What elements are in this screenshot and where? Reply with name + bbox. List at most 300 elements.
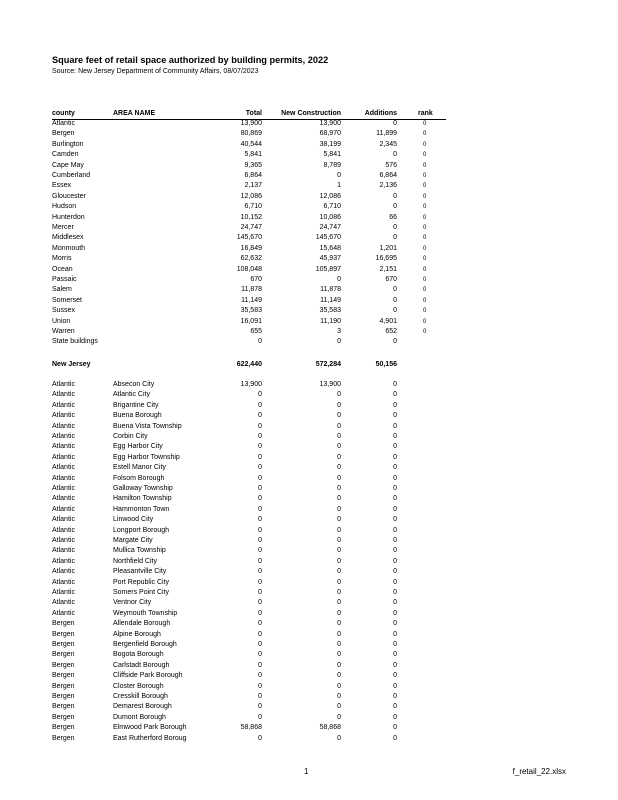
county-cell: Ocean [52, 265, 73, 273]
new-construction-cell: 15,648 [319, 244, 341, 252]
additions-cell: 2,151 [379, 265, 397, 273]
additions-cell: 0 [393, 381, 397, 388]
county-cell: Somerset [52, 296, 82, 304]
total-cell: 6,864 [244, 172, 262, 179]
total-cell: 0 [258, 547, 262, 555]
additions-cell: 0 [393, 474, 397, 482]
total-cell: 108,048 [236, 265, 262, 273]
county-cell: Bergen [52, 672, 75, 680]
table-row [0, 432, 618, 442]
table-row [0, 609, 618, 619]
total-cell: 0 [258, 651, 262, 659]
new-construction-cell: 105,897 [315, 265, 341, 273]
additions-cell: 0 [393, 296, 397, 304]
additions-cell: 652 [385, 328, 397, 335]
new-construction-cell: 3 [337, 328, 341, 335]
area-name-cell: Cresskill Borough [113, 693, 168, 700]
area-name-cell: Closter Borough [113, 682, 164, 690]
table-row [0, 317, 618, 327]
rank-cell: 0 [423, 214, 427, 221]
additions-cell: 0 [393, 703, 397, 711]
table-row [0, 453, 618, 463]
header-area-name: AREA NAME [113, 110, 156, 117]
total-cell: 13,900 [240, 120, 262, 127]
total-cell: 0 [258, 391, 262, 399]
additions-cell: 0 [393, 578, 397, 586]
additions-cell: 0 [393, 557, 397, 565]
total-cell: 0 [258, 474, 262, 482]
new-construction-cell: 0 [337, 485, 341, 492]
additions-cell: 11,899 [376, 130, 397, 138]
new-construction-cell: 0 [337, 599, 341, 607]
county-cell: Atlantic [52, 464, 75, 472]
additions-cell: 0 [393, 286, 397, 294]
area-name-cell: Hamilton Township [113, 495, 172, 503]
new-construction-cell: 0 [337, 526, 341, 534]
table-row [0, 380, 618, 390]
area-name-cell: Cliffside Park Borough [113, 672, 183, 680]
new-construction-cell: 11,190 [320, 317, 341, 325]
additions-cell: 0 [393, 651, 397, 659]
table-row [0, 129, 618, 139]
new-construction-cell: 0 [337, 516, 341, 524]
additions-cell: 0 [393, 401, 397, 409]
table-row [0, 401, 618, 411]
rank-cell: 0 [423, 141, 427, 148]
table-row [0, 661, 618, 671]
county-cell: Cumberland [52, 172, 91, 179]
table-row [0, 223, 618, 233]
header-rank: rank [418, 110, 433, 117]
additions-cell: 0 [393, 537, 397, 544]
table-row [0, 411, 618, 421]
table-row [0, 327, 618, 337]
total-cell: 0 [258, 537, 262, 544]
new-construction-cell: 0 [337, 672, 341, 680]
table-row [0, 505, 618, 515]
header-total: Total [245, 110, 262, 117]
county-cell: Atlantic [52, 609, 75, 617]
county-cell: Atlantic [52, 453, 75, 461]
total-cell: 0 [258, 713, 262, 721]
additions-cell: 0 [393, 568, 397, 576]
table-row [0, 474, 618, 484]
new-construction-cell: 0 [337, 464, 341, 472]
additions-cell: 0 [393, 422, 397, 430]
table-row [0, 619, 618, 629]
county-cell: Atlantic [52, 568, 75, 576]
county-cell: Atlantic [52, 495, 75, 503]
area-name-cell: Elmwood Park Borough [113, 724, 187, 732]
total-cell: 0 [258, 412, 262, 420]
additions-cell: 0 [393, 682, 397, 690]
total-cell: 670 [250, 276, 262, 283]
table-row [0, 150, 618, 160]
county-cell: Passaic [52, 276, 77, 283]
additions-cell: 0 [393, 693, 397, 700]
additions-cell: 2,345 [379, 140, 397, 148]
area-name-cell: Corbin City [113, 433, 148, 440]
total-cell: 0 [258, 620, 262, 628]
additions-cell: 0 [393, 338, 397, 346]
table-row [0, 671, 618, 681]
county-cell: Atlantic [52, 422, 75, 430]
additions-cell: 0 [393, 620, 397, 628]
new-construction-cell: 0 [337, 547, 341, 555]
county-cell: Atlantic [52, 526, 75, 534]
new-construction-cell: 0 [337, 651, 341, 659]
county-cell: Atlantic [52, 474, 75, 482]
county-cell: Atlantic [52, 537, 75, 544]
new-construction-cell: 5,841 [323, 151, 341, 159]
new-construction-cell: 0 [337, 433, 341, 440]
county-cell: Bergen [52, 641, 75, 648]
additions-cell: 16,695 [375, 255, 397, 263]
county-cell: Atlantic [52, 401, 75, 409]
additions-cell: 6,864 [379, 172, 397, 179]
area-name-cell: Linwood City [113, 516, 154, 524]
additions-cell: 0 [393, 224, 397, 231]
total-cell: 12,086 [240, 192, 262, 200]
additions-cell: 0 [393, 505, 397, 513]
total-cell: 0 [258, 443, 262, 451]
area-name-cell: Estell Manor City [113, 464, 166, 472]
total-cell: 0 [258, 557, 262, 565]
additions-cell: 0 [393, 661, 397, 669]
total-label: New Jersey [52, 361, 91, 368]
new-construction-cell: 0 [337, 391, 341, 399]
rank-cell: 0 [423, 131, 427, 138]
county-cell: Bergen [52, 651, 75, 659]
table-row [0, 265, 618, 275]
county-cell: Essex [52, 182, 72, 190]
area-name-cell: Somers Point City [113, 589, 170, 596]
table-row [0, 233, 618, 243]
rank-cell: 0 [423, 152, 427, 159]
additions-cell: 670 [385, 276, 397, 283]
area-name-cell: Buena Vista Township [113, 422, 182, 430]
county-cell: Atlantic [52, 412, 75, 420]
county-cell: Burlington [52, 140, 84, 148]
total-cell: 0 [258, 338, 262, 346]
area-name-cell: East Rutherford Boroug [113, 734, 187, 742]
table-row [0, 567, 618, 577]
total-cell: 0 [258, 693, 262, 700]
table-row [0, 484, 618, 494]
new-construction-cell: 0 [337, 620, 341, 628]
table-row [0, 557, 618, 567]
new-construction-cell: 0 [337, 412, 341, 420]
county-cell: Cape May [52, 161, 84, 169]
new-construction-cell: 11,149 [320, 296, 341, 304]
total-cell: 0 [258, 401, 262, 409]
total-cell: 0 [258, 464, 262, 472]
rank-cell: 0 [423, 266, 427, 273]
new-construction-cell: 6,710 [323, 203, 341, 211]
new-construction-cell: 0 [337, 401, 341, 409]
total-cell: 11,149 [241, 296, 262, 304]
county-cell: Bergen [52, 703, 75, 711]
total-cell: 16,849 [240, 244, 262, 252]
new-construction-cell: 0 [337, 734, 341, 742]
new-construction-cell: 0 [337, 474, 341, 482]
table-row [0, 140, 618, 150]
table-row [0, 692, 618, 702]
table-row [0, 598, 618, 608]
new-construction-cell: 145,670 [315, 234, 341, 242]
rank-cell: 0 [423, 256, 427, 263]
total-cell: 0 [258, 641, 262, 648]
new-construction-cell: 0 [337, 453, 341, 461]
new-construction-cell: 10,086 [319, 213, 341, 221]
additions-cell: 0 [393, 391, 397, 399]
table-row [0, 723, 618, 733]
total-cell: 58,868 [240, 724, 262, 732]
table-row [0, 244, 618, 254]
table-row [0, 640, 618, 650]
total-cell: 40,544 [240, 140, 262, 148]
new-construction-cell: 13,900 [319, 120, 341, 127]
rank-cell: 0 [423, 287, 427, 294]
area-name-cell: Absecon City [113, 381, 155, 388]
additions-cell: 0 [393, 203, 397, 211]
table-row [0, 161, 618, 171]
county-cell: Sussex [52, 307, 75, 315]
county-cell: Hunterdon [52, 213, 85, 221]
table-row [0, 171, 618, 181]
additions-cell: 0 [393, 630, 397, 638]
total-cell: 655 [250, 328, 262, 335]
new-construction-cell: 13,900 [319, 381, 341, 388]
new-construction-cell: 1 [337, 182, 341, 190]
area-name-cell: Ventnor City [113, 599, 152, 607]
new-construction-cell: 0 [337, 630, 341, 638]
additions-cell: 0 [393, 495, 397, 503]
county-cell: State buildings [52, 338, 98, 346]
rank-cell: 0 [423, 173, 427, 179]
table-row [0, 546, 618, 556]
total-cell: 0 [258, 672, 262, 680]
header-new-construction: New Construction [281, 110, 341, 117]
additions-cell: 0 [393, 433, 397, 440]
additions-cell: 0 [393, 724, 397, 732]
header-county: county [52, 110, 75, 117]
new-construction-cell: 0 [337, 505, 341, 513]
additions-cell: 0 [393, 485, 397, 492]
rank-cell: 0 [423, 204, 427, 211]
table-row [0, 202, 618, 212]
county-cell: Bergen [52, 130, 75, 138]
county-cell: Atlantic [52, 391, 75, 399]
total-cell: 6,710 [244, 203, 262, 211]
table-row [0, 734, 618, 744]
county-cell: Warren [52, 328, 75, 335]
table-row [0, 275, 618, 285]
additions-cell: 0 [393, 672, 397, 680]
total-cell: 16,091 [240, 317, 262, 325]
table-row [0, 254, 618, 264]
county-cell: Morris [52, 255, 72, 263]
table-row [0, 650, 618, 660]
total-cell: 145,670 [236, 234, 262, 242]
additions-cell: 0 [393, 151, 397, 159]
area-name-cell: Brigantine City [113, 401, 159, 409]
county-cell: Atlantic [52, 557, 75, 565]
additions-cell: 0 [393, 609, 397, 617]
table-row [0, 463, 618, 473]
additions-cell: 0 [393, 599, 397, 607]
total-new-construction: 572,284 [315, 361, 341, 368]
additions-cell: 0 [393, 734, 397, 742]
new-construction-cell: 8,789 [323, 161, 341, 169]
source-note: Source: New Jersey Department of Community Affairs, 08/07/2023 [52, 68, 259, 75]
area-name-cell: Allendale Borough [113, 620, 171, 628]
area-name-cell: Egg Harbor City [113, 443, 163, 451]
new-construction-cell: 38,199 [319, 140, 341, 148]
rank-cell: 0 [423, 308, 427, 315]
additions-cell: 0 [393, 234, 397, 242]
table-row [0, 630, 618, 640]
table-row [0, 285, 618, 295]
rank-cell: 0 [423, 329, 427, 335]
rank-cell: 0 [423, 162, 427, 169]
county-cell: Bergen [52, 661, 75, 669]
total-cell: 0 [258, 630, 262, 638]
total-cell: 0 [258, 526, 262, 534]
new-construction-cell: 0 [337, 641, 341, 648]
county-cell: Bergen [52, 682, 75, 690]
total-cell: 0 [258, 609, 262, 617]
county-cell: Bergen [52, 693, 75, 700]
rank-cell: 0 [423, 121, 427, 127]
county-cell: Atlantic [52, 516, 75, 524]
rank-cell: 0 [423, 297, 427, 304]
county-cell: Salem [52, 286, 72, 294]
total-cell: 11,878 [241, 286, 262, 294]
additions-cell: 0 [393, 589, 397, 596]
new-construction-cell: 0 [337, 537, 341, 544]
new-construction-cell: 58,868 [319, 724, 341, 732]
table-row [0, 213, 618, 223]
additions-cell: 66 [389, 213, 397, 221]
total-cell: 0 [258, 505, 262, 513]
total-cell: 0 [258, 495, 262, 503]
new-construction-cell: 0 [337, 609, 341, 617]
total-cell: 24,747 [240, 224, 262, 231]
total-cell: 35,583 [240, 307, 262, 315]
additions-cell: 0 [393, 307, 397, 315]
county-cell: Atlantic [52, 120, 75, 127]
additions-cell: 0 [393, 641, 397, 648]
county-cell: Bergen [52, 734, 75, 742]
table-row [0, 192, 618, 202]
table-row [0, 713, 618, 723]
county-cell: Atlantic [52, 505, 75, 513]
new-construction-cell: 0 [337, 557, 341, 565]
rank-cell: 0 [423, 183, 427, 190]
total-value: 622,440 [236, 361, 262, 368]
new-construction-cell: 0 [337, 703, 341, 711]
new-construction-cell: 0 [337, 661, 341, 669]
county-cell: Camden [52, 151, 79, 159]
additions-cell: 0 [393, 412, 397, 420]
total-cell: 0 [258, 589, 262, 596]
area-name-cell: Northfield City [113, 557, 157, 565]
table-row [0, 296, 618, 306]
area-name-cell: Atlantic City [113, 391, 150, 399]
table-row [0, 578, 618, 588]
area-name-cell: Demarest Borough [113, 703, 172, 711]
area-name-cell: Bergenfield Borough [113, 641, 177, 648]
table-row [0, 702, 618, 712]
additions-cell: 4,901 [379, 317, 397, 325]
new-construction-cell: 35,583 [319, 307, 341, 315]
new-construction-cell: 0 [337, 276, 341, 283]
total-cell: 0 [258, 568, 262, 576]
additions-cell: 1,201 [379, 244, 397, 252]
county-cell: Atlantic [52, 589, 75, 596]
header-additions: Additions [364, 110, 397, 117]
table-row [0, 682, 618, 692]
county-cell: Atlantic [52, 578, 75, 586]
additions-cell: 0 [393, 192, 397, 200]
area-name-cell: Buena Borough [113, 412, 162, 420]
additions-cell: 0 [393, 547, 397, 555]
total-cell: 9,365 [244, 161, 262, 169]
total-cell: 0 [258, 516, 262, 524]
table-row [0, 306, 618, 316]
county-cell: Bergen [52, 713, 75, 721]
area-name-cell: Pleasantville City [113, 568, 167, 576]
additions-cell: 0 [393, 443, 397, 451]
rank-cell: 0 [423, 193, 427, 200]
new-construction-cell: 0 [337, 338, 341, 346]
county-cell: Atlantic [52, 433, 75, 440]
county-cell: Atlantic [52, 599, 75, 607]
area-name-cell: Alpine Borough [113, 630, 161, 638]
total-cell: 0 [258, 453, 262, 461]
rank-cell: 0 [423, 235, 427, 242]
table-row [0, 494, 618, 504]
county-cell: Monmouth [52, 244, 86, 252]
new-construction-cell: 0 [337, 578, 341, 586]
total-cell: 0 [258, 578, 262, 586]
page-title: Square feet of retail space authorized by building permits, 2022 [52, 55, 329, 65]
new-construction-cell: 24,747 [319, 224, 341, 231]
county-cell: Bergen [52, 620, 75, 628]
county-cell: Atlantic [52, 547, 75, 555]
table-row [0, 337, 618, 347]
total-row [0, 360, 618, 370]
total-additions: 50,156 [375, 361, 397, 368]
county-cell: Gloucester [52, 192, 86, 200]
area-name-cell: Bogota Borough [113, 651, 164, 659]
area-name-cell: Carlstadt Borough [113, 661, 170, 669]
new-construction-cell: 0 [337, 443, 341, 451]
file-name: f_retail_22.xlsx [512, 767, 566, 776]
rank-cell: 0 [423, 225, 427, 231]
total-cell: 62,632 [240, 255, 262, 263]
area-name-cell: Weymouth Township [113, 609, 178, 617]
new-construction-cell: 0 [337, 568, 341, 576]
new-construction-cell: 12,086 [319, 192, 341, 200]
area-name-cell: Longport Borough [113, 526, 170, 534]
table-row [0, 119, 618, 129]
county-cell: Union [52, 317, 71, 325]
total-cell: 13,900 [240, 381, 262, 388]
table-row [0, 536, 618, 546]
table-row [0, 181, 618, 191]
